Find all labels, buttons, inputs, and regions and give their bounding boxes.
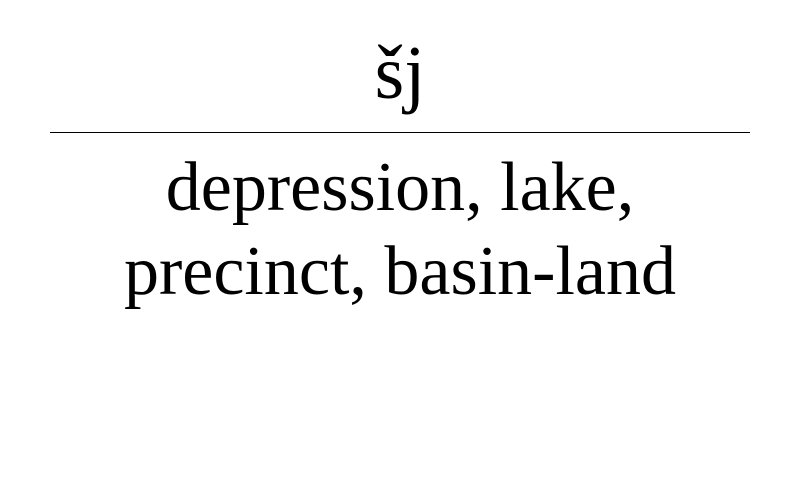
headword: šj	[374, 31, 426, 115]
definition-line-1: depression, lake,	[165, 149, 635, 226]
definition	[0, 146, 800, 314]
definition-line-2: precinct, basin-land	[123, 233, 676, 310]
divider-line	[50, 132, 750, 133]
